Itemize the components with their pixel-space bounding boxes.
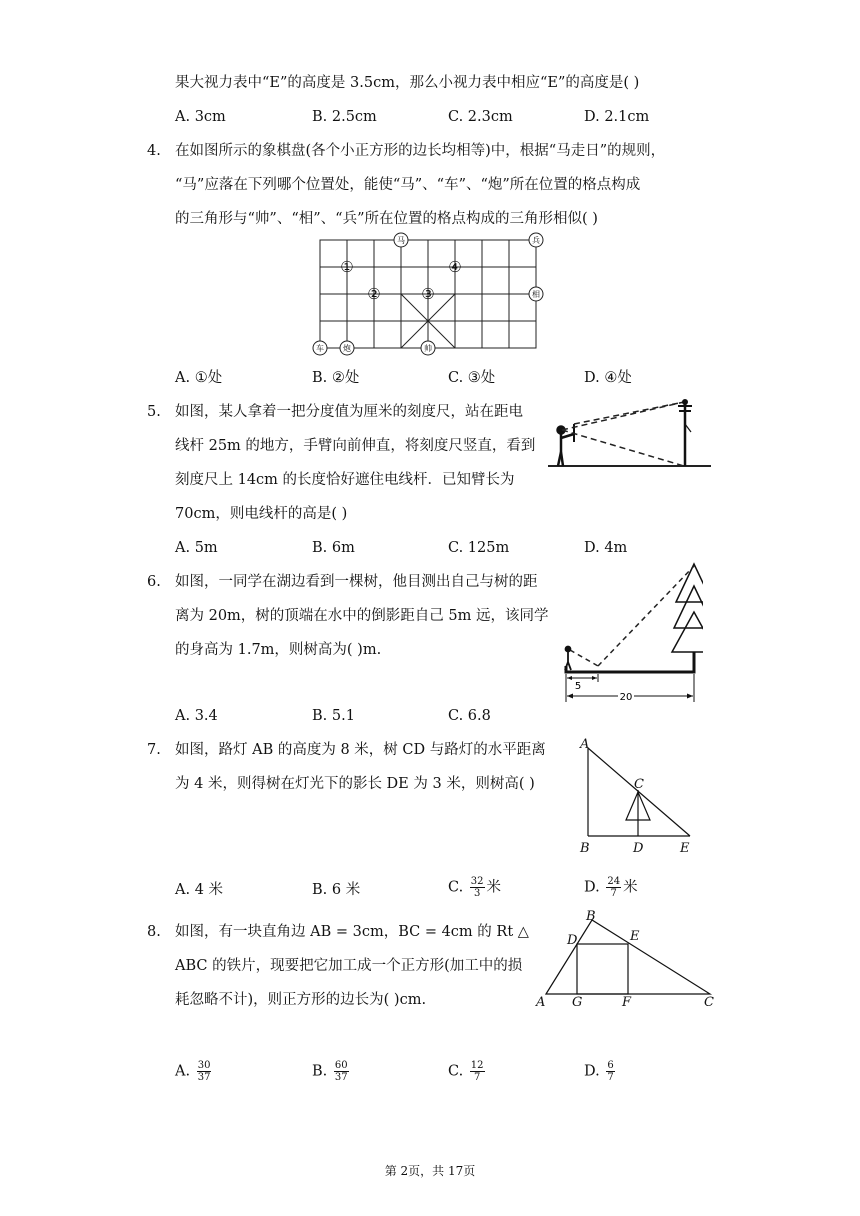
q8-label-g: G bbox=[572, 995, 583, 1010]
q5-line-2: 线杆 25m 的地方，手臂向前伸直，将刻度尺竖直，看到 bbox=[175, 438, 536, 454]
q6-option-a: A. 3.4 bbox=[175, 708, 218, 724]
q8-line-2: ABC 的铁片，现要把它加工成一个正方形(加工中的损 bbox=[175, 958, 523, 974]
q7-label-a: A bbox=[580, 737, 590, 752]
q8-label-e: E bbox=[630, 929, 640, 944]
q7-option-a: A. 4 米 bbox=[175, 882, 224, 898]
q7-label-d: D bbox=[633, 841, 644, 856]
mark-3: ③ bbox=[421, 285, 435, 303]
chessboard-figure bbox=[300, 228, 560, 360]
mark-4: ④ bbox=[448, 258, 462, 276]
pole-ruler-figure bbox=[548, 394, 713, 472]
triangle-square-figure bbox=[532, 906, 722, 1010]
q4-line-1: 在如图所示的象棋盘(各个小正方形的边长均相等)中，根据“马走日”的规则， bbox=[175, 143, 666, 159]
q6-option-b: B. 5.1 bbox=[312, 708, 355, 724]
q8-line-1: 如图，有一块直角边 AB = 3cm，BC = 4cm 的 Rt △ bbox=[175, 924, 529, 940]
q3-text-tail: 果大视力表中“E”的高度是 3.5cm，那么小视力表中相应“E”的高度是( ) bbox=[175, 75, 640, 91]
q7-line-1: 如图，路灯 AB 的高度为 8 米，树 CD 与路灯的水平距离 bbox=[175, 742, 546, 758]
q7-label-b: B bbox=[580, 841, 590, 856]
q4-option-c: C. ③处 bbox=[448, 370, 496, 386]
piece-bing: 兵 bbox=[532, 236, 540, 245]
q8-line-3: 耗忽略不计)，则正方形的边长为( )cm. bbox=[175, 992, 427, 1008]
q8-label-d: D bbox=[567, 933, 578, 948]
q6-line-2: 离为 20m，树的顶端在水中的倒影距自己 5m 远，该同学 bbox=[175, 608, 549, 624]
q8-label-a: A bbox=[536, 995, 546, 1010]
piece-che: 车 bbox=[316, 344, 324, 353]
q7-number: 7. bbox=[147, 742, 161, 758]
mark-2: ② bbox=[367, 285, 381, 303]
q3-option-a: A. 3cm bbox=[175, 109, 226, 125]
q6-option-c: C. 6.8 bbox=[448, 708, 491, 724]
q5-line-4: 70cm，则电线杆的高是( ) bbox=[175, 506, 348, 522]
q8-option-a: A. $\frac{30}{37}$ bbox=[175, 1060, 211, 1083]
q8-option-d: D. $\frac{6}{7}$ bbox=[584, 1060, 614, 1083]
piece-shuai: 帅 bbox=[424, 344, 432, 353]
mark-1: ① bbox=[340, 258, 354, 276]
q3-option-b: B. 2.5cm bbox=[312, 109, 377, 125]
streetlight-figure bbox=[572, 734, 702, 858]
q4-option-d: D. ④处 bbox=[584, 370, 632, 386]
q3-option-d: D. 2.1cm bbox=[584, 109, 650, 125]
q4-option-b: B. ②处 bbox=[312, 370, 360, 386]
q8-number: 8. bbox=[147, 924, 161, 940]
q7-line-2: 为 4 米，则得树在灯光下的影长 DE 为 3 米，则树高( ) bbox=[175, 776, 535, 792]
page-footer: 第 2页，共 17页 bbox=[384, 1164, 476, 1178]
q5-option-b: B. 6m bbox=[312, 540, 355, 556]
q3-option-c: C. 2.3cm bbox=[448, 109, 513, 125]
q8-option-b: B. $\frac{60}{37}$ bbox=[312, 1060, 348, 1083]
q4-line-3: 的三角形与“帅”、“相”、“兵”所在位置的格点构成的三角形相似( ) bbox=[175, 211, 598, 227]
q5-line-3: 刻度尺上 14cm 的长度恰好遮住电线杆．已知臂长为 bbox=[175, 472, 515, 488]
q6-number: 6. bbox=[147, 574, 161, 590]
q4-number: 4. bbox=[147, 143, 161, 159]
piece-xiang: 相 bbox=[532, 290, 540, 299]
piece-ma: 马 bbox=[397, 236, 405, 245]
q5-option-d: D. 4m bbox=[584, 540, 628, 556]
piece-pao: 炮 bbox=[343, 344, 351, 353]
q5-line-1: 如图，某人拿着一把分度值为厘米的刻度尺，站在距电 bbox=[175, 404, 523, 420]
q8-option-c: C. $\frac{12}{7}$ bbox=[448, 1060, 484, 1083]
q8-label-f: F bbox=[622, 995, 632, 1010]
dim-20: 20 bbox=[619, 692, 633, 703]
q8-label-c: C bbox=[704, 995, 714, 1010]
q5-option-c: C. 125m bbox=[448, 540, 510, 556]
q7-option-d: D. $\frac{24}{7}$ 米 bbox=[584, 876, 638, 899]
q5-number: 5. bbox=[147, 404, 161, 420]
q7-label-c: C bbox=[634, 777, 644, 792]
q4-option-a: A. ①处 bbox=[175, 370, 223, 386]
q5-option-a: A. 5m bbox=[175, 540, 218, 556]
q4-line-2: “马”应落在下列哪个位置处，能使“马”、“车”、“炮”所在位置的格点构成 bbox=[175, 177, 641, 193]
q6-line-3: 的身高为 1.7m，则树高为( )m. bbox=[175, 642, 382, 658]
tree-reflection-figure bbox=[558, 562, 703, 707]
q7-label-e: E bbox=[680, 841, 690, 856]
q7-option-b: B. 6 米 bbox=[312, 882, 361, 898]
q6-line-1: 如图，一同学在湖边看到一棵树，他目测出自己与树的距 bbox=[175, 574, 538, 590]
q7-option-c: C. $\frac{32}{3}$ 米 bbox=[448, 876, 502, 899]
dim-5: 5 bbox=[574, 681, 582, 692]
q8-label-b: B bbox=[586, 909, 596, 924]
